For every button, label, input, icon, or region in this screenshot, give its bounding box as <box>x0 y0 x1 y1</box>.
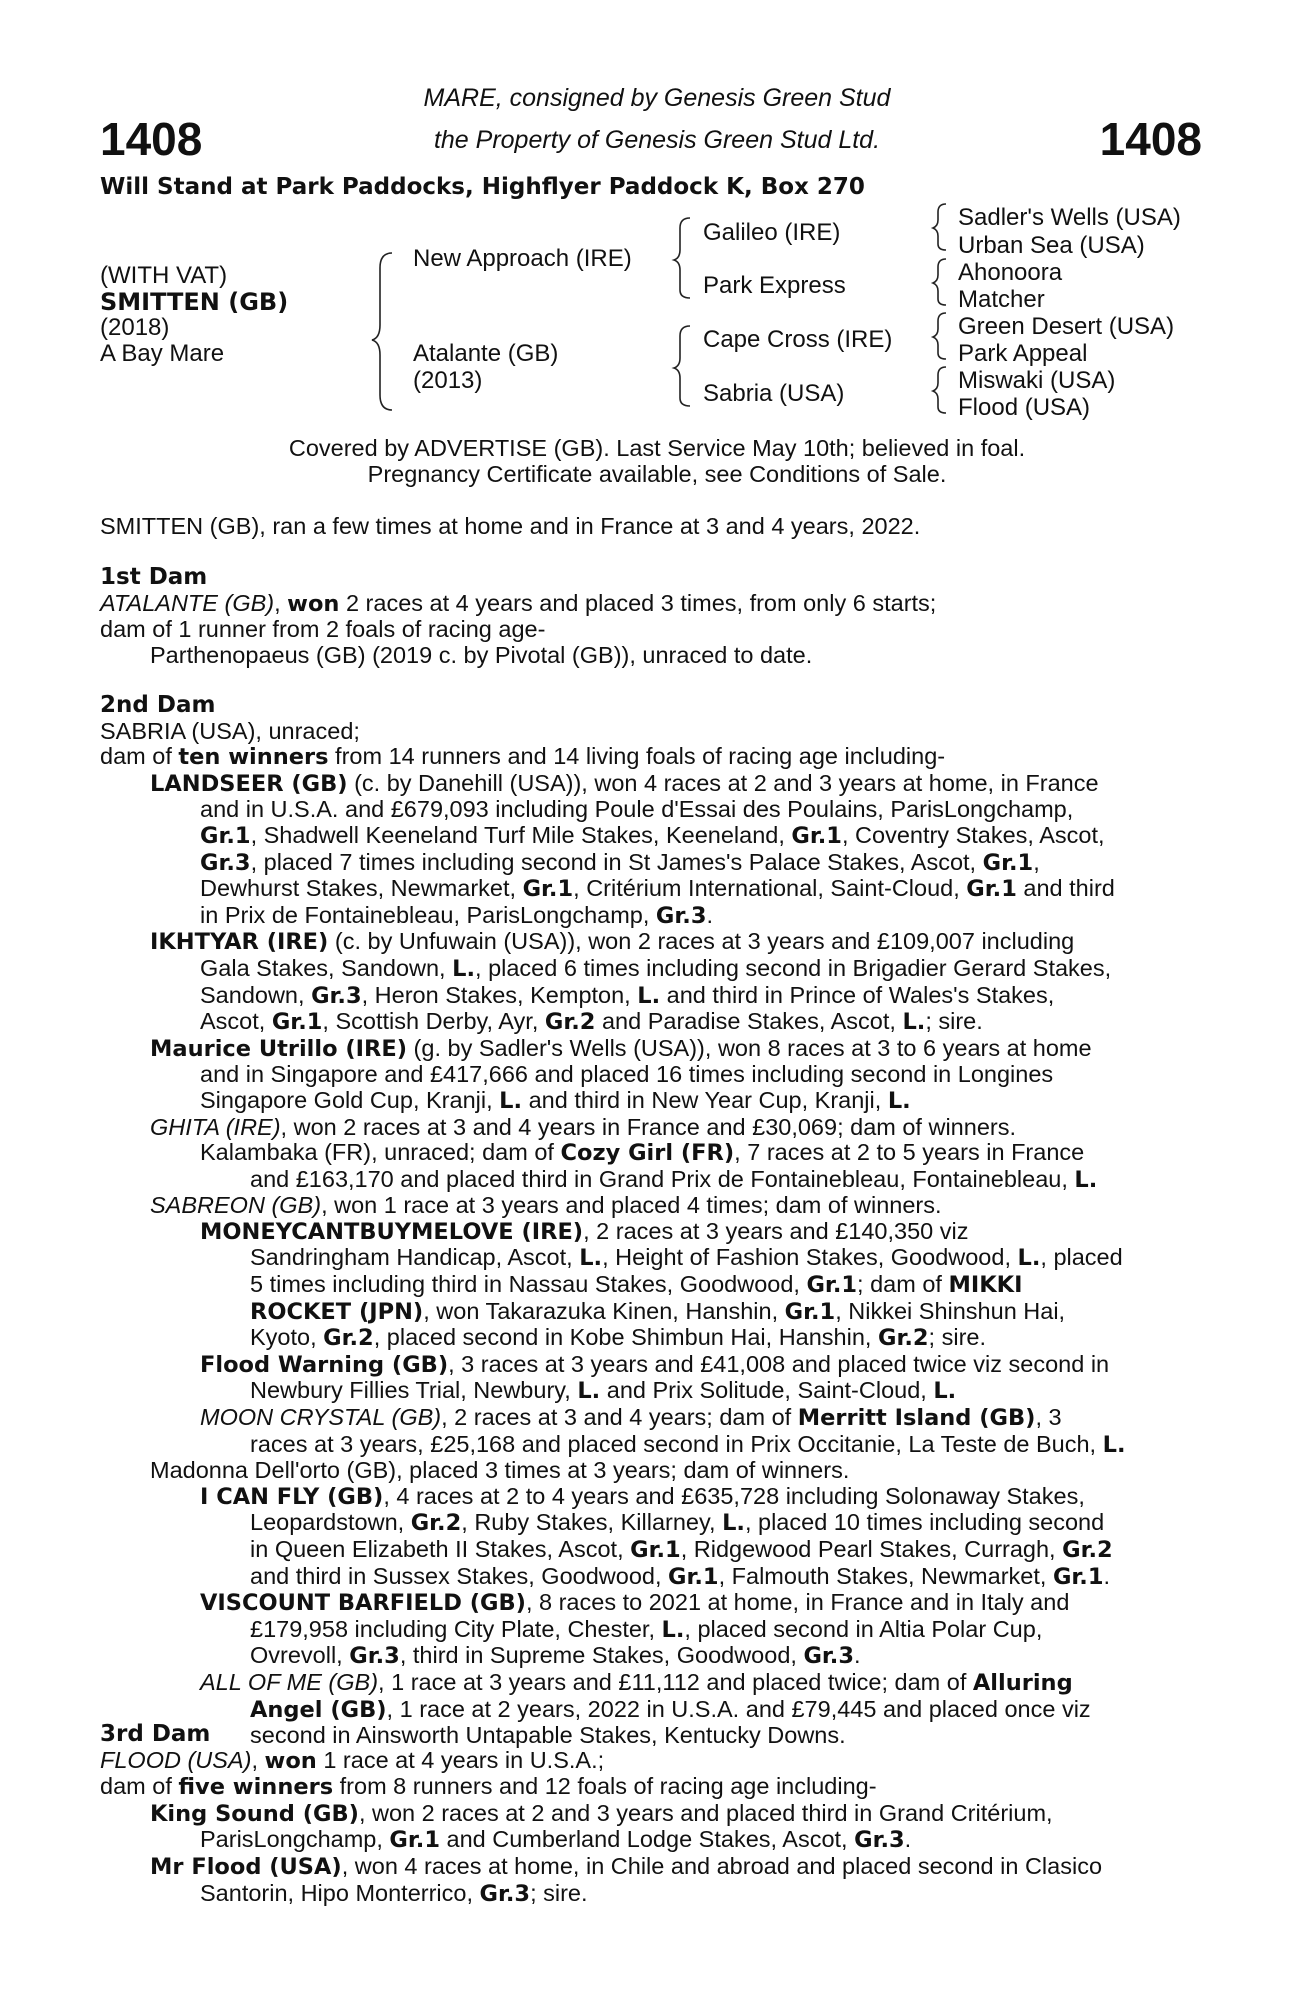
third-dam-section <box>100 1722 1202 1907</box>
pedigree-dam-dam: Sabria (USA) <box>703 380 845 407</box>
pedigree-dam-year: (2013) <box>413 367 483 394</box>
first-dam-heading: 1st Dam <box>100 564 208 590</box>
all-of-me-entry: ALL OF ME (GB), 1 race at 3 years and £11,112 and placed twice; dam of Alluring Angel (GB), 1 race at 2 years, 2022 in U.S.A. and £79,445 and placed once viz second in Ainsworth Untapable Stakes, Kentucky Downs. <box>200 1668 1091 1749</box>
viscount-barfield-entry: VISCOUNT BARFIELD (GB), 8 races to 2021 at home, in France and in Italy and £179,958 including City Plate, Chester, L., placed second in Altia Polar Cup, Ovrevoll, Gr.3, third in Supreme Stakes, Goodwood, Gr.3. <box>200 1589 1070 1670</box>
second-dam-line-2 <box>100 744 1202 771</box>
first-dam-line-2: dam of 1 runner from 2 foals of racing age- <box>100 616 546 643</box>
intro-text: SMITTEN (GB), ran a few times at home and in France at 3 and 4 years, 2022. <box>100 513 921 539</box>
flood-warning-entry: Flood Warning (GB), 3 races at 3 years and £41,008 and placed twice viz second in Newbury Fillies Trial, Newbury, L. and Prix Solitude, Saint-Cloud, L. <box>200 1350 1110 1405</box>
third-dam-won: won <box>264 1747 317 1774</box>
moon-crystal-entry: MOON CRYSTAL (GB), 2 races at 3 and 4 years; dam of Merritt Island (GB), 3 races at 3 years, £25,168 and placed second in Prix Occitanie, La Teste de Buch, L. <box>200 1404 1126 1458</box>
pedigree-sire-sire: Galileo (IRE) <box>703 219 841 246</box>
pedigree-sss: Sadler's Wells (USA) <box>958 204 1181 231</box>
second-dam-runners: from 14 runners and 14 living foals of racing age including- <box>328 743 946 770</box>
third-dam-name: FLOOD (USA) <box>100 1746 252 1773</box>
pedigree-sds: Ahonoora <box>958 259 1063 286</box>
landseer-entry: LANDSEER (GB) (c. by Danehill (USA)), won 4 races at 2 and 3 years at home, in France and in U.S.A. and £679,093 including Poule d'Essai des Poulains, ParisLongchamp, Gr.1, Shadwell Keeneland Turf Mile Stakes, Keeneland, Gr.1, Coventry Stakes, Ascot, Gr.3, placed 7 times including second in St James's Palace Stakes, Ascot, Gr.1, Dewhurst Stakes, Newmarket, Gr.1, Critérium International, Saint-Cloud, Gr.1 and third in Prix de Fontainebleau, ParisLongchamp, Gr.3. <box>150 769 1115 929</box>
consign-line-1: MARE, consigned by Genesis Green Stud <box>423 84 891 112</box>
pedigree-dss: Green Desert (USA) <box>958 313 1175 340</box>
covered-line-1: Covered by ADVERTISE (GB). Last Service May 10th; believed in foal. <box>288 435 1026 461</box>
third-dam-winners: five winners <box>178 1774 334 1801</box>
first-dam-name: ATALANTE (GB) <box>100 589 275 616</box>
pedigree-sire-dam: Park Express <box>703 272 846 299</box>
mr-flood-entry: Mr Flood (USA), won 4 races at home, in Chile and abroad and placed second in Clasico Santorin, Hipo Monterrico, Gr.3; sire. <box>150 1852 1103 1907</box>
third-dam-line-1 <box>100 1748 1202 1775</box>
kalambaka-entry: Kalambaka (FR), unraced; dam of Cozy Girl (FR), 7 races at 2 to 5 years in France and £163,170 and placed third in Grand Prix de Fontainebleau, Fontainebleau, L. <box>200 1139 1098 1193</box>
maurice-utrillo-entry: Maurice Utrillo (IRE) (g. by Sadler's Wells (USA)), won 8 races at 3 to 6 years at home and in Singapore and £417,666 and placed 16 times including second in Longines Singapore Gold Cup, Kranji, L. and third in New Year Cup, Kranji, L. <box>150 1034 1092 1114</box>
third-dam-separator: , <box>251 1746 265 1773</box>
third-dam-record: 1 race at 4 years in U.S.A.; <box>316 1746 605 1773</box>
first-dam-section <box>100 565 1202 668</box>
second-dam-winners: ten winners <box>178 744 329 771</box>
moneycantbuymelove-entry: MONEYCANTBUYMELOVE (IRE), 2 races at 3 years and £140,350 viz Sandringham Handicap, Ascot, L., Height of Fashion Stakes, Goodwood, L., placed 5 times including third in Nassau Stakes, Goodwood, Gr.1; dam of MIKKI ROCKET (JPN), won Takarazuka Kinen, Hanshin, Gr.1, Nikkei Shinshun Hai, Kyoto, Gr.2, placed second in Kobe Shimbun Hai, Hanshin, Gr.2; sire. <box>200 1217 1123 1352</box>
lot-number-left: 1408 <box>100 113 203 165</box>
pedigree-sire: New Approach (IRE) <box>413 245 632 272</box>
stand-location: Will Stand at Park Paddocks, Highflyer Paddock K, Box 270 <box>100 174 865 200</box>
madonna-entry: Madonna Dell'orto (GB), placed 3 times at 3 years; dam of winners. <box>150 1457 850 1484</box>
ghita-entry: GHITA (IRE), won 2 races at 3 and 4 years in France and £30,069; dam of winners. <box>150 1113 1017 1140</box>
covered-line-2: Pregnancy Certificate available, see Conditions of Sale. <box>367 461 947 487</box>
first-dam-record: 2 races at 4 years and placed 3 times, from only 6 starts; <box>339 589 937 616</box>
second-dam-line-1: SABRIA (USA), unraced; <box>100 717 360 744</box>
first-dam-line-1: ATALANTE (GB), won 2 races at 4 years and placed 3 times, from only 6 starts; <box>100 589 937 617</box>
consign-line-2: the Property of Genesis Green Stud Ltd. <box>433 126 881 154</box>
third-dam-dam-of: dam of <box>100 1773 179 1800</box>
pedigree-ssd: Urban Sea (USA) <box>958 232 1145 259</box>
third-dam-runners: from 8 runners and 12 foals of racing age including- <box>333 1773 877 1800</box>
horse-year: (2018) <box>100 314 170 341</box>
sabreon-entry: SABREON (GB), won 1 race at 3 years and placed 4 times; dam of winners. <box>150 1192 942 1219</box>
pedigree-sdd: Matcher <box>958 286 1045 313</box>
pedigree-dds: Miswaki (USA) <box>958 367 1116 394</box>
second-dam-section <box>100 693 1202 1749</box>
pedigree-dam: Atalante (GB) <box>413 340 559 367</box>
lot-number-right: 1408 <box>1099 113 1202 165</box>
vat-label: (WITH VAT) <box>100 262 228 289</box>
horse-description: A Bay Mare <box>100 340 225 367</box>
second-dam-dam-of: dam of <box>100 743 179 770</box>
pedigree-dam-sire: Cape Cross (IRE) <box>703 326 893 353</box>
third-dam-line-2 <box>100 1774 1202 1801</box>
first-dam-won: won <box>287 590 340 617</box>
pedigree-ddd: Flood (USA) <box>958 394 1091 421</box>
pedigree-dsd: Park Appeal <box>958 340 1088 367</box>
second-dam-heading: 2nd Dam <box>100 692 216 718</box>
first-dam-foal: Parthenopaeus (GB) (2019 c. by Pivotal (GB)), unraced to date. <box>150 641 813 668</box>
third-dam-heading: 3rd Dam <box>100 1721 211 1747</box>
king-sound-entry: King Sound (GB), won 2 races at 2 and 3 years and placed third in Grand Critérium, ParisLongchamp, Gr.1 and Cumberland Lodge Stakes, Ascot, Gr.3. <box>150 1799 1053 1854</box>
i-can-fly-entry: I CAN FLY (GB), 4 races at 2 to 4 years and £635,728 including Solonaway Stakes, Leopardstown, Gr.2, Ruby Stakes, Killarney, L., placed 10 times including second in Queen Elizabeth II Stakes, Ascot, Gr.1, Ridgewood Pearl Stakes, Curragh, Gr.2 and third in Sussex Stakes, Goodwood, Gr.1, Falmouth Stakes, Newmarket, Gr.1. <box>200 1482 1113 1590</box>
horse-name: SMITTEN (GB) <box>100 288 289 316</box>
ikhtyar-entry: IKHTYAR (IRE) (c. by Unfuwain (USA)), won 2 races at 3 years and £109,007 including Gala Stakes, Sandown, L., placed 6 times including second in Brigadier Gerard Stakes, Sandown, Gr.3, Heron Stakes, Kempton, L. and third in Prince of Wales's Stakes, Ascot, Gr.1, Scottish Derby, Ayr, Gr.2 and Paradise Stakes, Ascot, L.; sire. <box>150 928 1112 1036</box>
